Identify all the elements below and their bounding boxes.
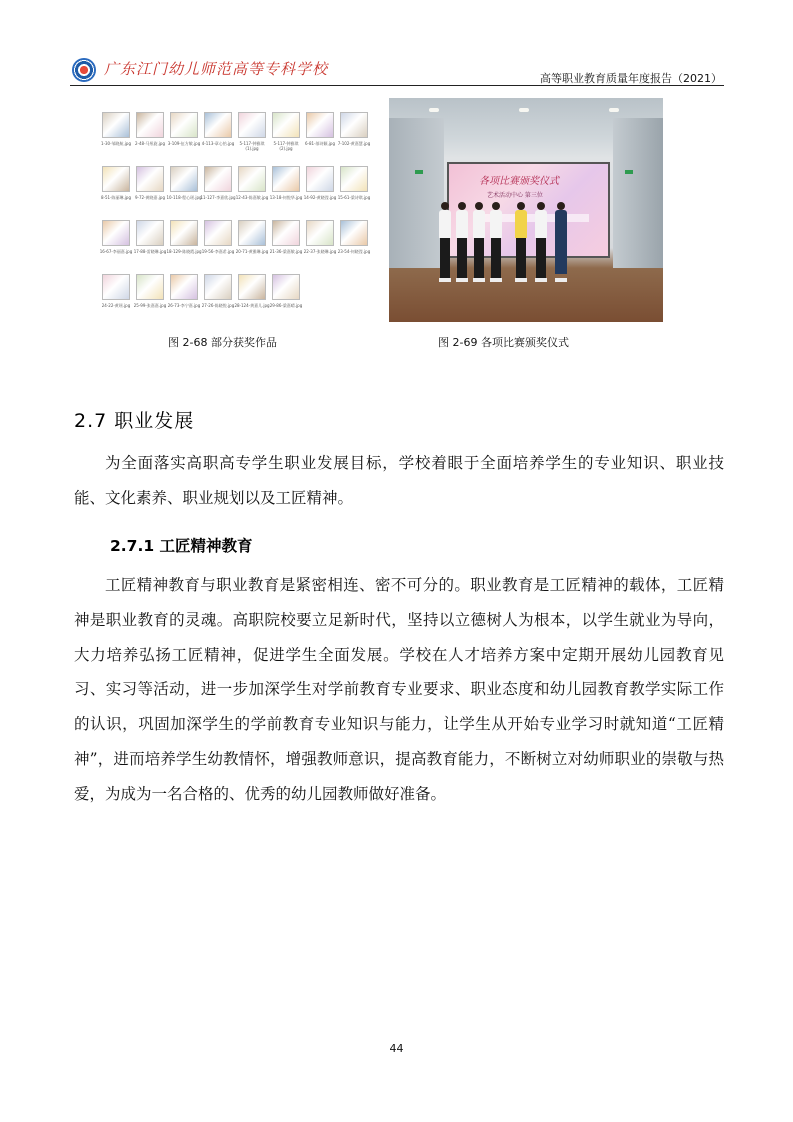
artwork-thumbnail xyxy=(102,112,130,138)
person xyxy=(473,202,485,282)
thumbnail-filename: 19-56-李嘉希.jpg xyxy=(201,249,235,254)
artwork-thumbnail xyxy=(238,166,266,192)
screen-subtitle: 艺术活动中心 第三位 xyxy=(487,192,543,199)
artwork-thumbnail xyxy=(170,112,198,138)
report-title: 高等职业教育质量年度报告（2021） xyxy=(540,72,722,85)
artwork-thumbnail xyxy=(272,166,300,192)
thumbnail-filename: 10-118-程心瑶.jpg xyxy=(166,195,202,200)
person xyxy=(439,202,451,282)
ceiling-light-icon xyxy=(609,108,619,112)
page-number: 44 xyxy=(389,1042,404,1055)
artwork-thumbnail xyxy=(136,274,164,300)
thumbnail-filename: 17-88-雷晓琳.jpg xyxy=(133,249,167,254)
award-ceremony-photo xyxy=(389,98,663,322)
thumbnail-filename: 9-72-黄晓嘉.jpg xyxy=(135,195,165,200)
award-artworks-figure xyxy=(98,98,370,322)
person xyxy=(490,202,502,282)
thumbnail-filename: 1-30-邹晓航.jpg xyxy=(101,141,131,146)
exit-sign-icon xyxy=(625,170,633,174)
artwork-thumbnail xyxy=(204,274,232,300)
screen-title: 各项比赛颁奖仪式 xyxy=(479,176,559,187)
artwork-thumbnail xyxy=(170,274,198,300)
school-name: 广东江门幼儿师范高等专科学校 xyxy=(104,60,329,78)
artwork-thumbnail xyxy=(136,220,164,246)
thumbnail-filename: 3-109-伍方敏.jpg xyxy=(167,141,201,146)
thumbnail-filename: 24-22-黄瑶.jpg xyxy=(101,303,131,308)
thumbnail-filename: 8-51-陈丽琳.jpg xyxy=(101,195,131,200)
figure-caption-right: 图 2-69 各项比赛颁奖仪式 xyxy=(438,336,569,349)
subsection-heading: 2.7.1 工匠精神教育 xyxy=(110,537,253,555)
thumbnail-filename: 26-73-李宁嘉.jpg xyxy=(167,303,201,308)
thumbnail-filename: 12-43-陈嘉敏.jpg xyxy=(235,195,269,200)
artwork-thumbnail xyxy=(272,112,300,138)
artwork-thumbnail xyxy=(340,112,368,138)
thumbnail-filename: 23-54-何晓滢.jpg xyxy=(337,249,371,254)
thumbnail-filename: 5-117-钟雅琪(1).jpg xyxy=(239,141,265,151)
thumbnail-filename: 28-124-黄嘉儿.jpg xyxy=(234,303,270,308)
thumbnail-filename: 21-36-梁嘉敏.jpg xyxy=(269,249,303,254)
thumbnail-filename: 14-92-黄晓滢.jpg xyxy=(303,195,337,200)
thumbnail-filename: 29-86-梁嘉晴.jpg xyxy=(269,303,303,308)
thumbnail-filename: 27-26-陈晓悦.jpg xyxy=(201,303,235,308)
wall-left xyxy=(389,118,444,268)
thumbnail-filename: 6-81-邬诗颖.jpg xyxy=(305,141,335,146)
person xyxy=(535,202,547,282)
thumbnail-filename: 25-99-张嘉嘉.jpg xyxy=(133,303,167,308)
thumbnail-filename: 16-67-李丽嘉.jpg xyxy=(99,249,133,254)
thumbnail-filename: 22-37-张晓琳.jpg xyxy=(303,249,337,254)
person xyxy=(515,202,527,282)
figure-caption-left: 图 2-68 部分获奖作品 xyxy=(168,336,277,349)
artwork-thumbnail xyxy=(306,166,334,192)
school-logo-icon xyxy=(72,58,96,82)
subsection-body: 工匠精神教育与职业教育是紧密相连、密不可分的。职业教育是工匠精神的载体，工匠精神是职业教育的灵魂。高职院校要立足新时代，坚持以立德树人为根本，以学生就业为导向，大力培养弘扬工匠精神，促进学生全面发展。学校在人才培养方案中定期开展幼儿园教育见习、实习等活动，进一步加深学生对学前教育专业要求、职业态度和幼儿园教育教学实际工作的认识，巩固加深学生的学前教育专业知识与能力，让学生从开始专业学习时就知道“工匠精神”，进而培养学生幼教情怀，增强教师意识，提高教育能力，不断树立对幼师职业的崇敬与热爱，为成为一名合格的、优秀的幼儿园教师做好准备。 xyxy=(74,576,724,803)
thumbnail-filename: 15-61-梁诗琪.jpg xyxy=(337,195,371,200)
artwork-thumbnail xyxy=(306,112,334,138)
artwork-thumbnail xyxy=(102,274,130,300)
artwork-thumbnail xyxy=(102,166,130,192)
ceiling-light-icon xyxy=(519,108,529,112)
artwork-thumbnail xyxy=(204,166,232,192)
artwork-thumbnail xyxy=(238,274,266,300)
thumbnail-filename: 20-71-黄雅琳.jpg xyxy=(235,249,269,254)
section-heading: 2.7 职业发展 xyxy=(74,410,195,432)
projection-screen xyxy=(447,162,610,258)
thumbnail-filename: 2-48-马彤旋.jpg xyxy=(135,141,165,146)
artwork-thumbnail xyxy=(238,112,266,138)
thumbnail-filename: 4-113-章心怡.jpg xyxy=(201,141,235,146)
thumbnail-filename: 5-117-钟雅琪(2).jpg xyxy=(273,141,299,151)
artwork-thumbnail xyxy=(204,220,232,246)
artwork-thumbnail xyxy=(136,112,164,138)
artwork-thumbnail xyxy=(272,274,300,300)
thumbnail-filename: 11-127-李嘉欣.jpg xyxy=(200,195,236,200)
artwork-thumbnail xyxy=(238,220,266,246)
artwork-thumbnail xyxy=(102,220,130,246)
artwork-thumbnail xyxy=(272,220,300,246)
person xyxy=(555,202,567,282)
artwork-thumbnail xyxy=(136,166,164,192)
thumbnail-filename: 7-102-黄嘉慧.jpg xyxy=(337,141,371,146)
artwork-thumbnail xyxy=(340,220,368,246)
wall-right xyxy=(613,118,663,268)
thumbnail-filename: 13-18-何悦华.jpg xyxy=(269,195,303,200)
person xyxy=(456,202,468,282)
artwork-thumbnail xyxy=(340,166,368,192)
artwork-thumbnail xyxy=(204,112,232,138)
section-intro: 为全面落实高职高专学生职业发展目标，学校着眼于全面培养学生的专业知识、职业技能、文化素养、职业规划以及工匠精神。 xyxy=(74,454,724,507)
artwork-thumbnail xyxy=(170,220,198,246)
thumbnail-filename: 18-129-陈晓霞.jpg xyxy=(166,249,202,254)
artwork-thumbnail xyxy=(306,220,334,246)
page-header xyxy=(70,52,724,86)
artwork-thumbnail xyxy=(170,166,198,192)
ceiling-light-icon xyxy=(429,108,439,112)
exit-sign-icon xyxy=(415,170,423,174)
